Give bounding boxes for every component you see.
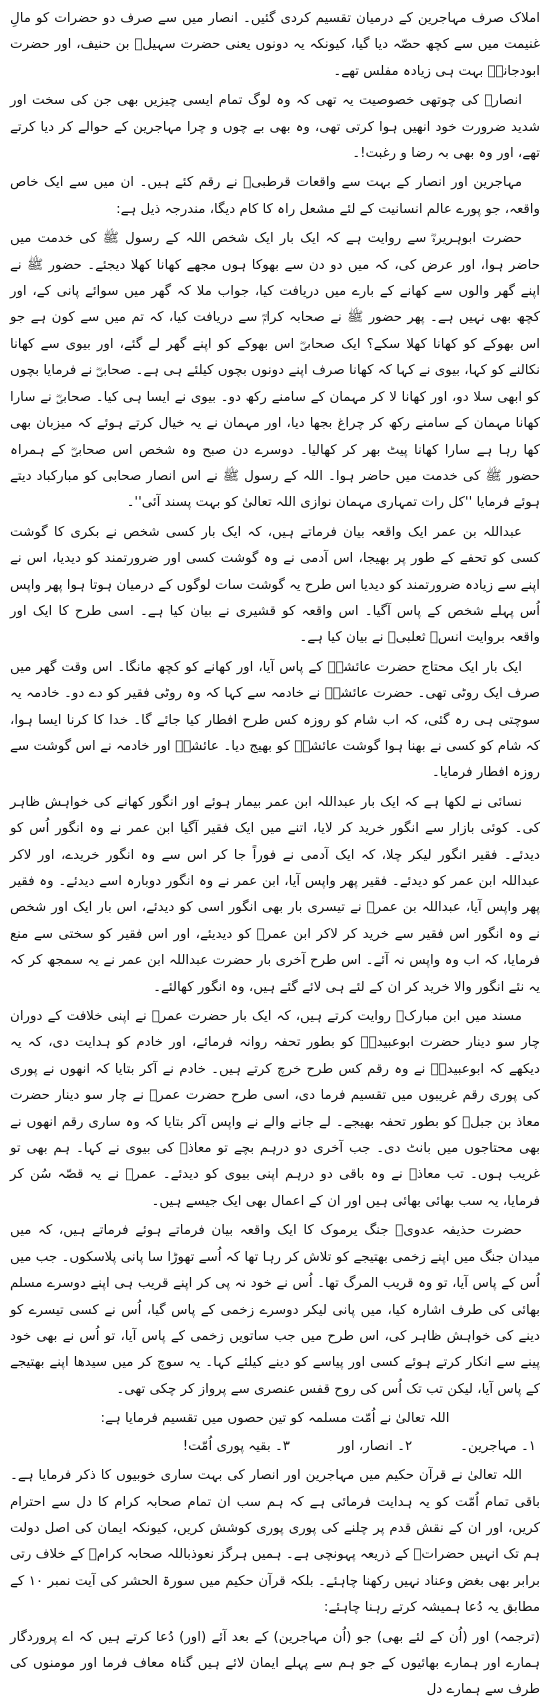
paragraph-quran-guidance: اللہ تعالیٰ نے قرآن حکیم میں مہاجرین اور انصار کی بہت ساری خوبیوں کا ذکر فرمایا ہے۔ باقی تمام اُمّت کو یہ ہدایت فرمائی ہے کہ ہم سب ان تمام صحابہ کرام کا دل سے احترام کریں، اور ان کے نقش قدم پر چلنے کی پوری پوری کوشش کریں، کیونکہ ایمان کی اصل دولت ہم تک انہیں حضراتؓ کے ذریعہ پہونچی ہے۔ ہمیں ہرگز نعوذباللہ صحابہ کرامؓ کے خلاف رتی برابر بھی بغض وعناد نہیں رکھنا چاہئے۔ بلکہ قرآن حکیم میں سورۃ الحشر کی آیت نمبر ۱۰ کے مطابق یہ دُعا ہمیشہ کرتے رہنا چاہئے:	[10, 1468, 540, 1616]
paragraph-qurtubi-intro: مہاجرین اور انصار کے بہت سے واقعات قرطبیؒ نے رقم کئے ہیں۔ ان میں سے ایک خاص واقعہ، جو پورے عالم انسانیت کے لئے مشعل راہ کا کام دیگا، مندرجہ ذیل ہے:	[10, 175, 540, 217]
paragraph-abu-hurairah: حضرت ابوہریرہؓ سے روایت ہے کہ ایک بار ایک شخص اللہ کے رسول ﷺ کی خدمت میں حاضر ہوا، اور عرض کی، کہ میں دو دن سے بھوکا ہوں مجھے کھانا کھلا دیجئے۔ حضور ﷺ نے اپنے گھر والوں سے کھانے کے بارے میں دریافت کیا، جواب ملا کہ گھر میں سوائے پانی کے، اور کچھ بھی نہیں ہے۔ پھر حضور ﷺ نے صحابہ کرامؓ سے دریافت کیا، کہ تم میں سے کون ہے جو اس بھوکے کو کھانا کھلا سکے؟ ایک صحابیؓ اس بھوکے کو اپنے گھر لے گئے، اور بیوی سے کھانا نکالنے کو کہا، بیوی نے کہا کہ کھانا صرف اپنے دونوں بچوں کیلئے ہی ہے۔ صحابیؓ نے فرمایا بچوں کو ابھی سلا دو، اور کھانا لا کر مہمان کے سامنے رکھ دو۔ بیوی نے ایسا ہی کیا۔ صحابیؓ نے سارا کھانا مہمان کے سامنے رکھ کر چراغ بجھا دیا، اور مہمان نے یہ خیال کرتے ہوئے کہ میزبان بھی کھا رہا ہے سارا کھانا پیٹ بھر کر کھالیا۔ دوسرے دن صبح وہ شخص اس صحابیؓ کے ہمراہ حضور ﷺ کی خدمت میں حاضر ہوا۔ اللہ کے رسول ﷺ نے اس انصار صحابی کو مبارکباد دیتے ہوئے فرمایا ''کل رات تمہاری مہمان نوازی اللہ تعالیٰ کو بہت پسند آئی''۔	[10, 231, 540, 511]
paragraph-properties: املاک صرف مہاجرین کے درمیان تقسیم کردی گئیں۔ انصار میں سے صرف دو حضرات کو مالِ غنیمت میں سے کچھ حصّہ دیا گیا، کیونکہ یہ دونوں یعنی حضرت سہیلؓ بن حنیف، اور حضرت ابودجانہؓ بہت ہی زیادہ مفلس تھے۔	[10, 11, 540, 79]
paragraph-hudhaifa-yarmouk: حضرت حذیفہ عدویؓ جنگ یرموک کا ایک واقعہ بیان فرماتے ہوئے فرماتے ہیں، کہ میں میدان جنگ میں اپنے زخمی بھتیجے کو تلاش کر رہا تھا کہ اُسے تھوڑا سا پانی پلاسکوں۔ جب میں اُس کے پاس آیا، تو وہ قریب المرگ تھا۔ اُس نے خود نہ پی کر اپنے قریب ہی اپنے دوسرے مسلم بھائی کی طرف اشارہ کیا، میں پانی لیکر دوسرے زخمی کے پاس گیا، اُس نے کسی تیسرے کو دینے کی خواہش ظاہر کی، اس طرح میں جب ساتویں زخمی کے پاس آیا، تو اُس نے بھی خود پینے سے انکار کرتے ہوئے کسی اور پیاسے کو دینے کیلئے کہا۔ یہ سوچ کر میں سیدھا اپنے بھتیجے کے پاس آیا، لیکن تب تک اُس کی روح قفس عنصری سے پرواز کر چکی تھی۔	[10, 1223, 540, 1397]
paragraph-ansar-fourth-trait: انصارؓ کی چوتھی خصوصیت یہ تھی کہ وہ لوگ تمام ایسی چیزیں بھی جن کی سخت اور شدید ضرورت خود انھیں ہوا کرتی تھی، وہ بھی بے چوں و چرا مہاجرین کے حوالے کر دیا کرتے تھے، اور وہ بھی بہ رضا و رغبت!۔	[10, 93, 540, 162]
list-item: ۳۔ بقیہ پوری اُمّت!	[182, 1439, 290, 1455]
paragraph-abdullah-bin-umar-meat: عبداللہ بن عمر ایک واقعہ بیان فرماتے ہیں، کہ ایک بار کسی شخص نے بکری کا گوشت کسی کو تحفے کے طور پر بھیجا، اس آدمی نے وہ گوشت کسی اور ضرورتمند کو دیدیا، اس نے اپنے سے زیادہ ضرورتمند کو دیدیا اس طرح یہ گوشت سات لوگوں کے درمیان ہوتا ہوا پھر واپس اُس پہلے شخص کے پاس آگیا۔ اس واقعہ کو قشیری نے بیان کیا ہے۔ اسی طرح کا ایک اور واقعہ بروایت انسؓ ثعلبیؒ نے بیان کیا ہے۔	[9, 524, 540, 646]
paragraph-nasai-grapes: نسائی نے لکھا ہے کہ ایک بار عبداللہ ابن عمر بیمار ہوئے اور انگور کھانے کی خواہش ظاہر کی۔ کوئی بازار سے انگور خرید کر لایا، اتنے میں ایک فقیر آگیا ابن عمر نے وہ انگور اُس کو دیدئے۔ فقیر انگور لیکر چلا، کہ ایک آدمی نے فوراً جا کر اس سے وہ انگور خریدے، اور لاکر عبداللہ ابن عمر کو دیدئے۔ فقیر پھر واپس آیا، ابن عمر نے وہ انگور دوبارہ اسے دیدئے۔ وہ فقیر پھر واپس آیا، عبداللہ بن عمرؓ نے تیسری بار بھی انگور اسی کو دیدئے، اس بار ایک اور شخص نے وہ انگور اس فقیر سے خرید کر لاکر ابن عمرؓ کو دیدیئے، اور اس فقیر کو سختی سے منع فرمایا، کہ اب وہ واپس نہ آئے۔ اس طرح آخری بار حضرت عبداللہ ابن عمر نے یہ سمجھ کر کہ یہ نئے انگور والا خرید کر ان کے لئے ہی لائے گئے ہیں، وہ انگور کھالئے۔	[10, 794, 540, 995]
ummah-division-list	[10, 1434, 540, 1460]
list-item: ۲۔ انصار، اور	[338, 1439, 413, 1455]
ummah-division-heading: اللہ تعالیٰ نے اُمّت مسلمہ کو تین حصوں میں تقسیم فرمایا ہے:	[100, 1411, 450, 1427]
list-item: ۱۔ مہاجرین۔	[460, 1439, 536, 1455]
paragraph-ibn-mubarak: مسند میں ابن مبارکؒ روایت کرتے ہیں، کہ ایک بار حضرت عمرؓ نے اپنی خلافت کے دوران چار سو دینار حضرت ابوعبیدہؓ کو بطور تحفہ روانہ فرمائے، اور خادم کو ہدایت دی، کہ یہ دیکھے کہ ابوعبیدہؓ نے وہ رقم کس طرح خرچ کرتے ہیں۔ خادم نے آکر بتایا کہ انھوں نے پوری کی پوری رقم غریبوں میں تقسیم فرما دی، اسی طرح حضرت عمرؓ نے چار سو دینار حضرت معاذ بن جبلؓ کو بطور تحفہ بھیجے۔ لے جانے والے نے واپس آکر بتایا کہ وہ ساری رقم انھوں نے بھی محتاجوں میں بانٹ دی۔ جب آخری دو درہم بچے تو معاذؓ کی بیوی نے کہا۔ ہم بھی تو غریب ہوں۔ تب معاذؓ نے وہ باقی دو درہم اپنی بیوی کو دیدئے۔ عمرؓ نے یہ قصّہ سُن کر فرمایا، یہ سب بھائی بھائی ہیں اور ان کے اعمال بھی ایک جیسے ہیں۔	[10, 1009, 540, 1209]
paragraph-aisha-bread: ایک بار ایک محتاج حضرت عائشہؓ کے پاس آیا، اور کھانے کو کچھ مانگا۔ اس وقت گھر میں صرف ایک روٹی تھی۔ حضرت عائشہؓ نے خادمہ سے کہا کہ وہ روٹی فقیر کو دے دو۔ خادمہ یہ سوچتی ہی رہ گئی، کہ اب شام کو روزہ کس طرح افطار کیا جائے گا۔ خدا کا کرنا ایسا ہوا، کہ شام کو کسی نے بھنا ہوا گوشت عائشہؓ کو بھیج دیا۔ عائشہؓ اور خادمہ نے اس گوشت سے روزہ افطار فرمایا۔	[10, 659, 540, 781]
paragraph-translation: (ترجمہ) اور (اُن کے لئے بھی) جو (اُن مہاجرین) کے بعد آئے (اور) دُعا کرتے ہیں کہ اے پروردگار ہمارے اور ہمارے بھائیوں کے جو ہم سے پہلے ایمان لائے ہیں گناہ معاف فرما اور مومنوں کی طرف سے ہمارے دل	[10, 1629, 540, 1698]
